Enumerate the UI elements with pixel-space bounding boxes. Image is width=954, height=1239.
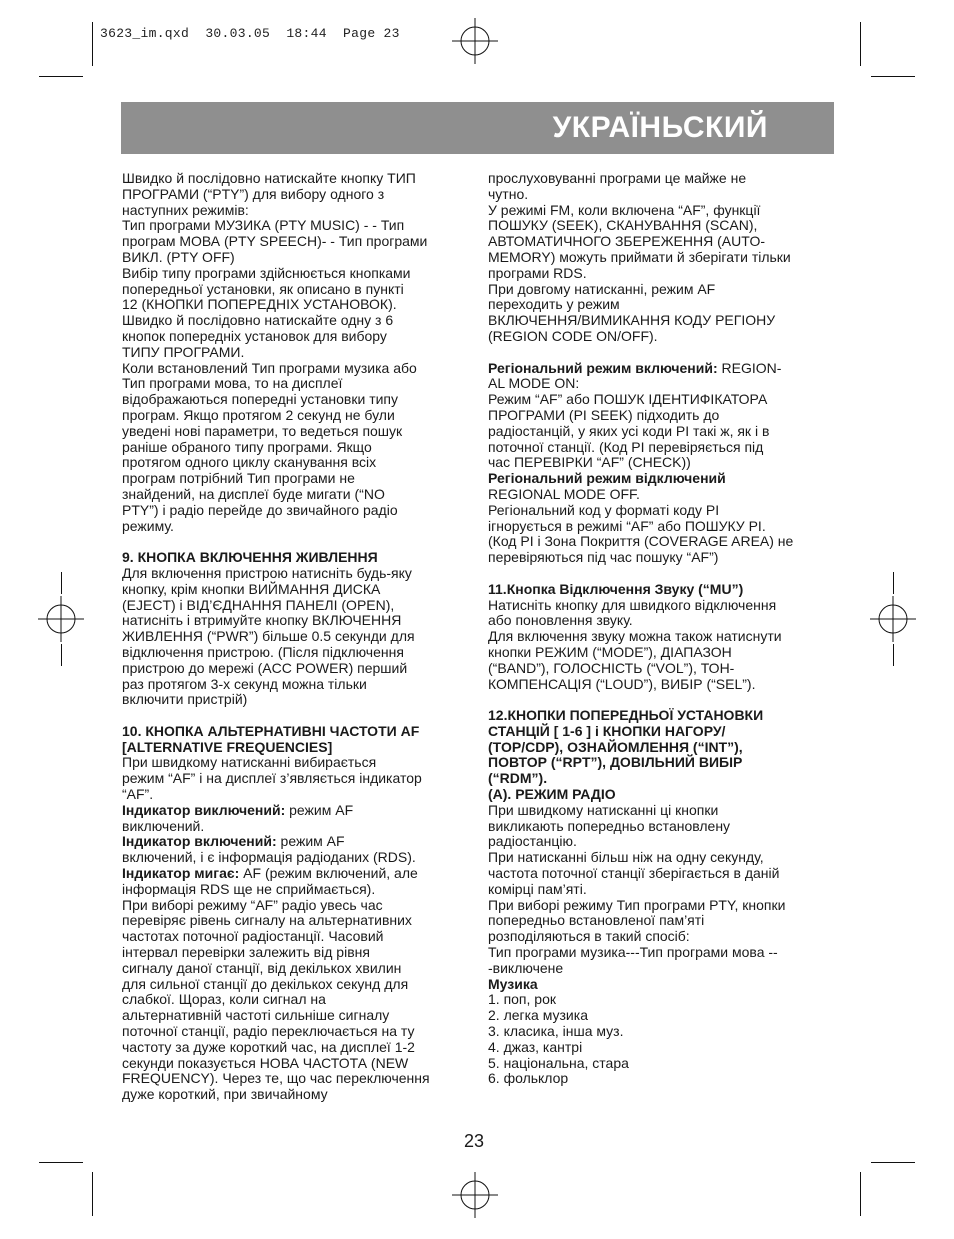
text-line: MEMORY) можуть приймати й зберігати тільки — [488, 248, 791, 265]
text-line: Режим “AF” або ПОШУК ІДЕНТИФІКАТОРА — [488, 391, 768, 408]
crop-mark — [871, 76, 915, 77]
text-line: перевіряються під час пошуку “AF”) — [488, 549, 719, 566]
text-line: наступних режимів: — [122, 201, 249, 218]
text-line: При довгому натисканні, режим AF — [488, 280, 716, 297]
text-line: натисніть і втримуйте кнопку ВКЛЮЧЕННЯ — [122, 612, 402, 629]
page-title: УКРАЇНЬСКИЙ — [552, 111, 768, 144]
text-line: для сильної станції до декількох секунд для — [122, 975, 409, 992]
text-line: сигналу даної станції, від декількох хвилин — [122, 959, 402, 976]
text-line: При натисканні більш ніж на одну секунду, — [488, 849, 764, 866]
section-heading-line: СТАНЦІЙ [ 1-6 ] і КНОПКИ НАГОРУ/ — [488, 722, 726, 739]
text-line: FREQUENCY). Через те, що час переключення — [122, 1070, 430, 1087]
right-text-column — [488, 171, 838, 1087]
text-line: перевіряє рівень сигналу на альтернативних — [122, 912, 412, 929]
text-line: REGIONAL MODE OFF. — [488, 485, 640, 502]
text-line: Швидко й послідовно натискайте кнопку ТИП — [122, 170, 416, 186]
text-line: відображаються попередні установки типу — [122, 391, 399, 408]
paragraph-gap — [488, 566, 838, 582]
text-line: 4. джаз, кантрі — [488, 1038, 583, 1055]
text-line: програм потрібний Тип програми не — [122, 470, 355, 487]
text-line: режим “AF” і на дисплеї з’являється індикатор — [122, 770, 422, 787]
text-line: Натисніть кнопку для швидкого відключення — [488, 596, 777, 613]
text-line: прослуховуванні програми це майже не — [488, 170, 747, 186]
section-heading-line: 12.КНОПКИ ПОПЕРЕДНЬОЇ УСТАНОВКИ — [488, 707, 764, 724]
text-line: ВКЛЮЧЕННЯ/ВИМИКАННЯ КОДУ РЕГІОНУ — [488, 312, 776, 329]
text-line: -виключене — [488, 959, 564, 976]
text-line: ВИКЛ. (PTY OFF) — [122, 248, 235, 265]
text-line: ПРОГРАМИ (PI SEEK) підходить до — [488, 406, 720, 423]
text-line: програми RDS. — [488, 264, 587, 281]
text-line: переходить у режим — [488, 296, 620, 313]
section-heading-line: [ALTERNATIVE FREQUENCIES] — [122, 738, 333, 755]
text-line: Швидко й послідовно натискайте одну з 6 — [122, 312, 394, 329]
text-line: Вибір типу програми здійснюється кнопками — [122, 264, 411, 281]
text-line: 2. легка музика — [488, 1007, 588, 1024]
crop-mark — [893, 572, 894, 594]
text-line: 6. фольклор — [488, 1070, 569, 1087]
text-line: ЖИВЛЕННЯ (“PWR”) більше 0.5 секунди для — [122, 628, 415, 645]
text-line: радіостанцій, у яких усі коди PI такі ж, як і в — [488, 422, 770, 439]
text-line: Для включення звуку можна також натиснути — [488, 628, 782, 645]
bold-label: Індикатор мигає: — [122, 865, 240, 882]
text-line: ТИПУ ПРОГРАМИ. — [122, 343, 245, 360]
text-line: При швидкому натисканні вибирається — [122, 754, 377, 771]
text-line: ПРОГРАМИ (“PTY”) для вибору одного з — [122, 185, 385, 202]
text-line: радіостанцію. — [488, 833, 577, 850]
section-heading-line: Музика — [488, 975, 538, 992]
text-line: кнопку, крім кнопки ВИЙМАННЯ ДИСКА — [122, 580, 381, 597]
text-line: виключений. — [122, 817, 205, 834]
bold-label: Індикатор виключений: — [122, 801, 286, 818]
print-slug: 3623_im.qxd 30.03.05 18:44 Page 23 — [100, 26, 400, 41]
text-line: Тип програми музика---Тип програми мова -- — [488, 944, 778, 961]
text-segment: режим AF — [285, 801, 354, 818]
text-line: або поновлення звуку. — [488, 612, 633, 629]
text-line — [122, 834, 474, 850]
page-number: 23 — [464, 1131, 485, 1151]
text-line: Коли встановлений Тип програми музика або — [122, 359, 417, 376]
text-line: 5. національна, стара — [488, 1054, 629, 1071]
text-line: включений, і є інформація радіоданих (RDS). — [122, 849, 416, 866]
text-line: 3. класика, інша муз. — [488, 1023, 624, 1040]
text-line: відключення пристрою. (Після підключення — [122, 643, 404, 660]
crop-mark — [61, 644, 62, 666]
text-line: У режимі FM, коли включена “AF”, функції — [488, 201, 761, 218]
crop-mark — [92, 1172, 93, 1216]
text-line: попередньо встановленої пам’яті — [488, 912, 705, 929]
crop-mark — [39, 1162, 83, 1163]
registration-mark-icon — [38, 596, 84, 642]
text-line: частоту за дуже короткий час, на дисплеї 1-2 — [122, 1038, 415, 1055]
text-line: розподіляються в такий спосіб: — [488, 928, 690, 945]
text-line: режиму. — [122, 517, 174, 534]
text-line: інформація RDS ще не сприймається). — [122, 880, 376, 897]
text-line: При швидкому натисканні ці кнопки — [488, 801, 719, 818]
section-heading-line: 11.Кнопка Відключення Звуку (“MU”) — [488, 580, 744, 597]
section-heading-line: 9. КНОПКА ВКЛЮЧЕННЯ ЖИВЛЕННЯ — [122, 549, 378, 566]
paragraph-gap — [488, 692, 838, 708]
text-line: (Код PI і Зона Покриття (COVERAGE AREA) не — [488, 533, 794, 550]
text-line: включити пристрій) — [122, 691, 248, 708]
text-line: AL MODE ON: — [488, 375, 580, 392]
left-text-column — [122, 171, 474, 1103]
crop-mark — [92, 22, 93, 66]
text-line: Тип програми МУЗИКА (PTY MUSIC) - - Тип — [122, 217, 405, 234]
bold-label: Регіональний режим включений: — [488, 359, 718, 376]
crop-mark — [61, 572, 62, 594]
text-line: ігнорується в режимі “AF” або ПОШУКУ PI. — [488, 517, 766, 534]
text-line: програм. Якщо протягом 2 секунд не були — [122, 406, 395, 423]
text-line: час ПЕРЕВІРКИ “AF” (CHECK)) — [488, 454, 691, 471]
paragraph-gap — [122, 534, 474, 550]
text-line: попередньої установки, як описано в пункті — [122, 280, 404, 297]
text-line: При виборі режиму Тип програми PTY, кнопки — [488, 896, 786, 913]
text-line: поточної станції, радіо переключається на ту — [122, 1023, 415, 1040]
section-heading-line: 10. КНОПКА АЛЬТЕРНАТИВНІ ЧАСТОТИ AF — [122, 722, 420, 739]
text-line: (“BAND”), ГОЛОСНІСТЬ (“VOL”), ТОН- — [488, 659, 735, 676]
text-line: комірці пам’яті. — [488, 880, 587, 897]
text-line: кнопок попередніх установок для вибору — [122, 327, 387, 344]
text-line: АВТОМАТИЧНОГО ЗБЕРЕЖЕННЯ (AUTO- — [488, 233, 766, 250]
text-line: дуже короткий, при звичайному — [122, 1086, 328, 1103]
text-line: пристрою до мережі (ACC POWER) перший — [122, 659, 408, 676]
text-line: раз протягом 3-х секунд можна тільки — [122, 675, 367, 692]
text-line: програм МОВА (PTY SPEECH)- - Тип програми — [122, 233, 428, 250]
text-line — [488, 361, 838, 377]
text-segment: режим AF — [276, 833, 345, 850]
crop-mark — [39, 76, 83, 77]
section-heading-line: Регіональний режим відключений — [488, 470, 726, 487]
text-segment: REGION- — [717, 359, 782, 376]
text-line: 12 (КНОПКИ ПОПЕРЕДНІХ УСТАНОВОК). — [122, 296, 397, 313]
text-line: Для включення пристрою натисніть будь-яку — [122, 564, 412, 581]
text-line: альтернативній частоті сильніше сигналу — [122, 1007, 390, 1024]
registration-mark-icon — [452, 1172, 498, 1218]
paragraph-gap — [122, 708, 474, 724]
crop-mark — [860, 22, 861, 66]
text-line: Регіональний код у форматі коду PI — [488, 501, 720, 518]
text-line: секунди показується НОВА ЧАСТОТА (NEW — [122, 1054, 409, 1071]
text-line: уведені нові параметри, то ведеться пошук — [122, 422, 403, 439]
section-heading-line: ПОВТОР (“RPT”), ДОВІЛЬНИЙ ВИБІР — [488, 754, 743, 771]
crop-mark — [871, 1162, 915, 1163]
text-line: викликають попередньо встановлену — [488, 817, 731, 834]
text-line: інтервал перевірки залежить від рівня — [122, 944, 370, 961]
paragraph-gap — [488, 345, 838, 361]
text-line: поточної станції. (Код PI перевіряється під — [488, 438, 764, 455]
text-line: 1. поп, рок — [488, 991, 556, 1008]
section-heading-line: (А). РЕЖИМ РАДІО — [488, 786, 616, 803]
text-segment: AF (режим включений, але — [239, 865, 418, 882]
registration-mark-icon — [870, 596, 916, 642]
crop-mark — [893, 644, 894, 666]
text-line: КОМПЕНСАЦІЯ (“LOUD”), ВИБІР (“SEL”). — [488, 675, 756, 692]
language-header-bar — [121, 102, 834, 154]
text-line: (EJECT) і ВІД’ЄДНАННЯ ПАНЕЛІ (OPEN), — [122, 596, 395, 613]
text-line: частотах поточної радіостанції. Часовий — [122, 928, 384, 945]
text-line: ПОШУКУ (SEEK), СКАНУВАННЯ (SCAN), — [488, 217, 758, 234]
text-line: Тип програми мова, то на дисплеї — [122, 375, 343, 392]
section-heading-line: (“RDM”). — [488, 770, 548, 787]
text-line: При виборі режиму “AF” радіо увесь час — [122, 896, 383, 913]
text-line: частота поточної станції зберігається в даній — [488, 865, 780, 882]
text-line: кнопки РЕЖИМ (“MODE”), ДІАПАЗОН — [488, 643, 732, 660]
text-line: “AF”. — [122, 786, 154, 803]
text-line: протягом одного циклу сканування всіх — [122, 454, 377, 471]
text-line: PTY”) і радіо перейде до звичайного радіо — [122, 501, 398, 518]
text-line: слабкої. Щораз, коли сигнал на — [122, 991, 326, 1008]
bold-label: Індикатор включений: — [122, 833, 277, 850]
text-line — [122, 803, 474, 819]
text-line: чутно. — [488, 185, 529, 202]
registration-mark-icon — [452, 18, 498, 64]
text-line: (REGION CODE ON/OFF). — [488, 327, 658, 344]
text-line: знайдений, на дисплеї буде мигати (“NO — [122, 485, 385, 502]
text-line: раніше обраного типу програми. Якщо — [122, 438, 372, 455]
crop-mark — [860, 1172, 861, 1216]
text-line — [122, 866, 474, 882]
section-heading-line: (TOP/CDP), ОЗНАЙОМЛЕННЯ (“INT”), — [488, 738, 743, 755]
